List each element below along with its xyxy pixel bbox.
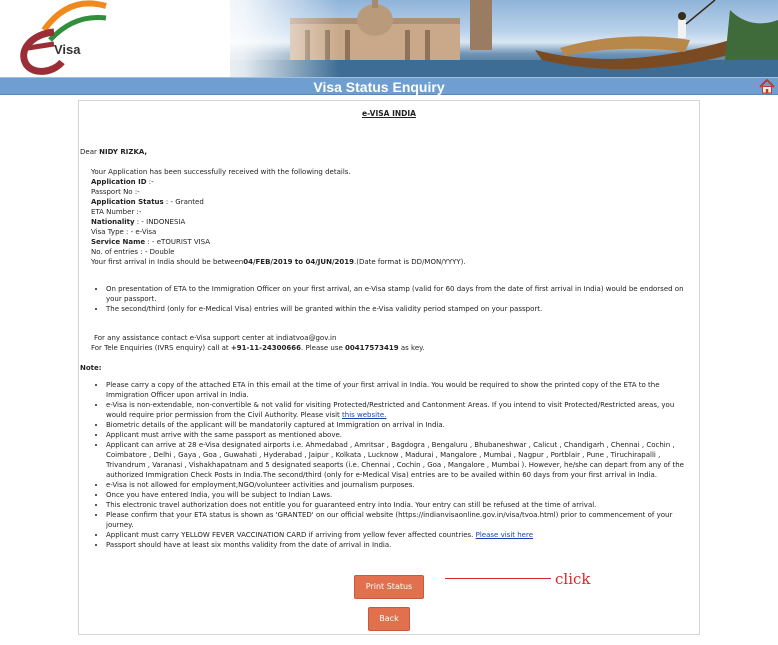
assist-line: For any assistance contact e-Visa support center at indiatvoa@gov.in	[94, 334, 337, 342]
enquiry-phone: +91-11-24300666	[230, 344, 302, 352]
arrival-from-date: 04/FEB/2019	[243, 258, 293, 266]
evisa-logo-mark	[14, 0, 114, 77]
click-annotation: click	[555, 570, 591, 588]
list-item: • Please confirm that your ETA status is shown as 'GRANTED' on our official website (https://indianvisaonline.gov.in/visa/tvoa.html) prior to commencement of your journey.	[106, 510, 694, 530]
list-item: • e-Visa is not allowed for employment,NGO/volunteer activities and journalism purposes.	[106, 480, 694, 490]
field-service-name: Service Name : - eTOURIST VISA	[91, 238, 211, 246]
greeting-text: Dear	[80, 148, 97, 156]
home-icon[interactable]	[759, 79, 775, 94]
list-item: • The second/third (only for e-Medical Visa) entries will be granted within the e-Visa validity period stamped on your passport.	[106, 304, 688, 314]
print-status-button[interactable]: Print Status	[354, 575, 424, 599]
back-button[interactable]: Back	[368, 607, 410, 631]
evisa-logo	[14, 0, 114, 77]
greeting-line	[80, 147, 147, 157]
logo-text: Visa	[54, 42, 81, 57]
home-icon-glyph[interactable]	[759, 79, 775, 94]
field-nationality: Nationality : - INDONESIA	[91, 218, 186, 226]
list-item: • Applicant can arrive at 28 e-Visa designated airports i.e. Ahmedabad , Amritsar , Bagdogra , Bengaluru , Bhubaneshwar , Calicut , Chandigarh , Chennai , Cochin , Coimbatore , Delhi , Gaya , Goa , Guwahati , Hyderabad , Jaipur , Kolkata , Lucknow , Madurai , Mangalore , Mumbai , Nagpur , Portblair , Pune , Tiruchirapalli , Trivandrum , Varanasi , Vishakhapatnam and 5 designated seaports (i.e. Chennai , Cochin , Goa , Mangalore , Mumbai ). However, he/she can depart from any of the authorized Immigration Check Posts in India.The second/third (only for e-Medical Visa) entries are to be availed within 60 days from your first arrival in India.	[106, 440, 694, 480]
list-item: • Once you have entered India, you will be subject to Indian Laws.	[106, 490, 694, 500]
header-banner	[0, 0, 778, 77]
intro-text: Your Application has been successfully received with the following details.	[91, 168, 351, 176]
field-entries: No. of entries : - Double	[91, 248, 175, 256]
field-visa-type: Visa Type : - e-Visa	[91, 228, 157, 236]
list-item: • This electronic travel authorization does not entitle you for guaranteed entry into India. Your entry can still be refused at the time of arrival.	[106, 500, 694, 510]
field-application-id: Application ID :-	[91, 178, 154, 186]
list-item: • Applicant must arrive with the same passport as mentioned above.	[106, 430, 694, 440]
list-item: • Passport should have at least six months validity from the date of arrival in India.	[106, 540, 694, 550]
arrival-to-date: 04/JUN/2019	[305, 258, 354, 266]
field-eta-number: ETA Number :-	[91, 208, 142, 216]
applicant-name: NIDY RIZKA,	[99, 148, 148, 156]
field-passport-no: Passport No :-	[91, 188, 140, 196]
list-item: • Biometric details of the applicant will be mandatorily captured at Immigration on arrival in India.	[106, 420, 694, 430]
page-title: Visa Status Enquiry	[313, 79, 445, 95]
status-panel	[78, 100, 700, 635]
entry-points-list	[98, 284, 688, 314]
title-bar	[0, 77, 778, 95]
enquiry-key: 00417573419	[345, 344, 399, 352]
arrival-window: Your first arrival in India should be between04/FEB/2019 to 04/JUN/2019.(Date format is DD/MON/YYYY).	[91, 258, 466, 266]
enquiry-line: For Tele Enquiries (IVRS enquiry) call at +91-11-24300666. Please use 00417573419 as key.	[91, 344, 425, 352]
notes-list	[98, 380, 694, 550]
letter-heading: e-VISA INDIA	[362, 109, 416, 118]
list-item: • Please carry a copy of the attached ETA in this email at the time of your first arrival in India. You would be required to show the printed copy of the ETA to the Immigration Officer upon arrival in India.	[106, 380, 694, 400]
note-label: Note:	[80, 364, 102, 372]
list-item: • On presentation of ETA to the Immigration Officer on your first arrival, an e-Visa stamp (valid for 60 days from the date of first arrival in India) would be endorsed on your passport.	[106, 284, 688, 304]
click-annotation-line	[445, 578, 551, 579]
visit-here-link[interactable]: Please visit here	[475, 531, 534, 539]
list-item: • e-Visa is non-extendable, non-convertible & not valid for visiting Protected/Restricted and Cantonment Areas. If you intend to visit Protected/Restricted areas, you would require prior permission from the Civil Authority. Please visit this website.	[106, 400, 694, 420]
field-application-status: Application Status : - Granted	[91, 198, 204, 206]
website-link[interactable]: this website.	[342, 411, 387, 419]
list-item: • Applicant must carry YELLOW FEVER VACCINATION CARD if arriving from yellow fever affected countries. Please visit here	[106, 530, 694, 540]
